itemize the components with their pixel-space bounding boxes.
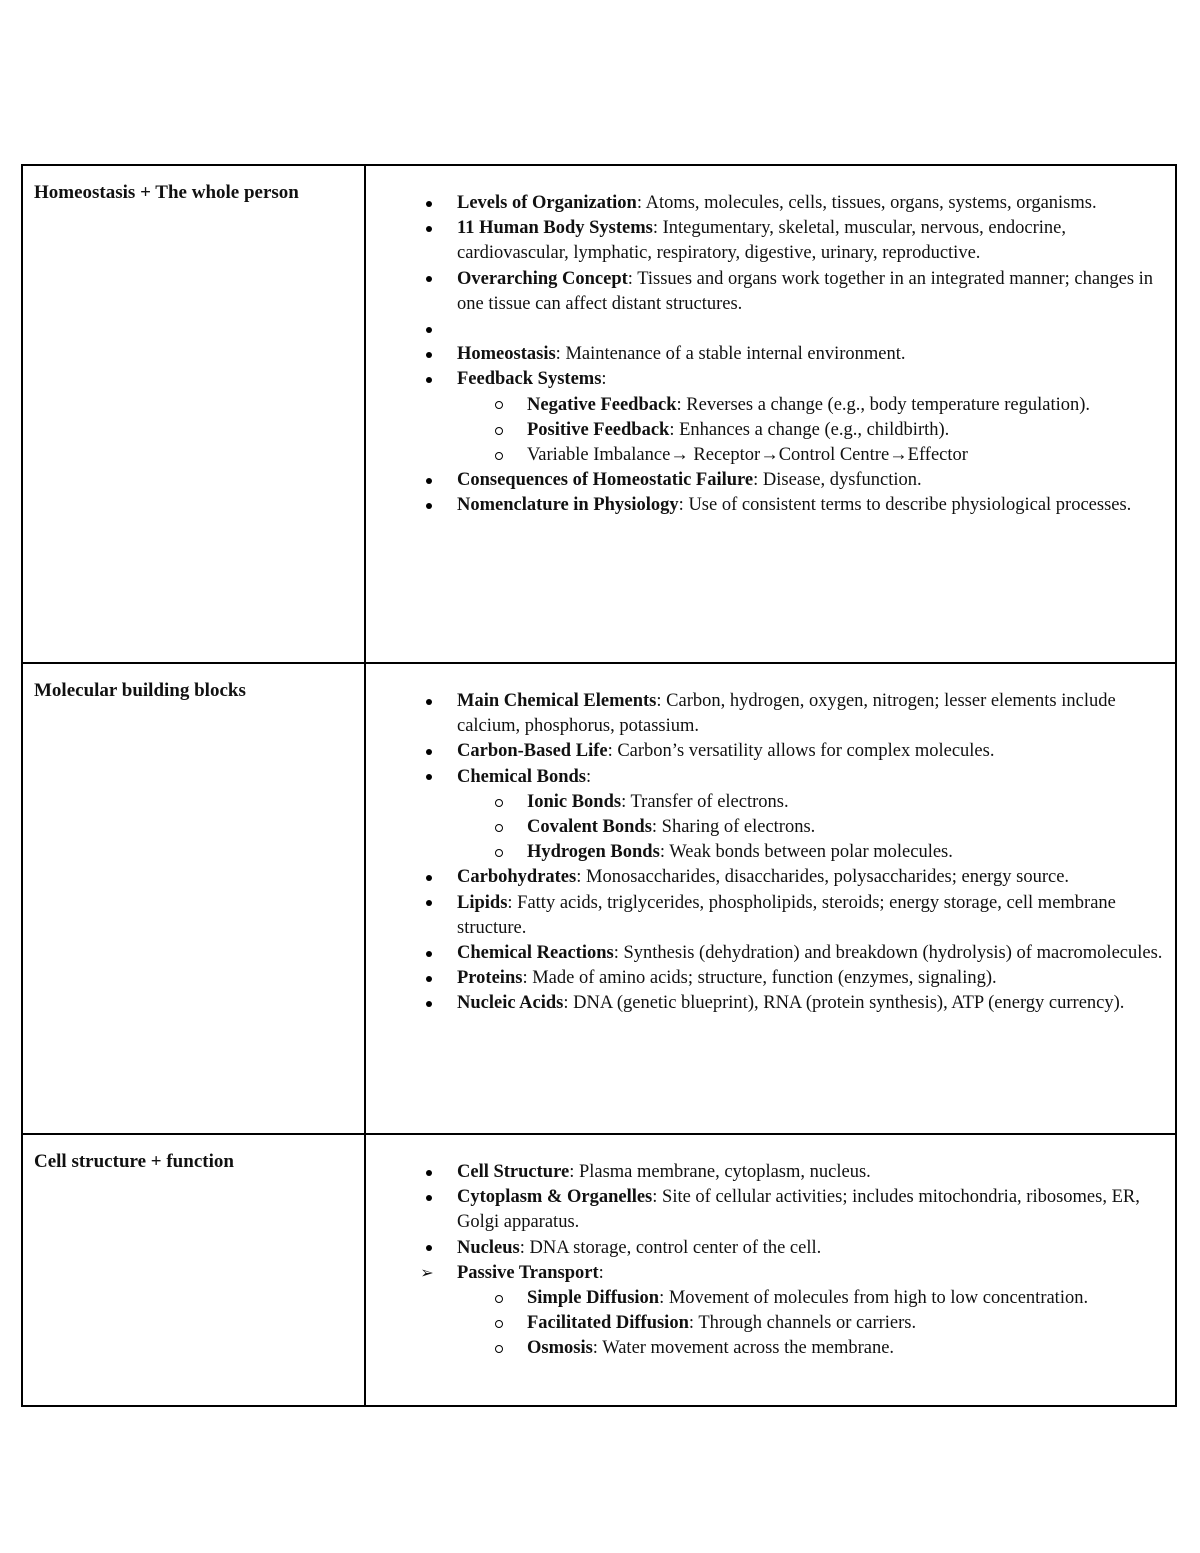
item-term: Chemical Bonds bbox=[457, 766, 587, 787]
item-text: Synthesis (dehydration) and breakdown (hydrolysis) of macromolecules. bbox=[623, 943, 1163, 964]
topic-heading: Homeostasis + The whole person bbox=[34, 182, 299, 203]
filled-bullet-icon bbox=[422, 891, 436, 916]
item-separator: : bbox=[601, 369, 607, 390]
list-item bbox=[377, 1261, 1163, 1286]
item-text: Disease, dysfunction. bbox=[762, 470, 922, 491]
item-term: Carbohydrates bbox=[457, 867, 577, 888]
filled-bullet-icon bbox=[422, 267, 436, 292]
hollow-bullet-icon bbox=[492, 443, 506, 468]
item-separator: : bbox=[607, 741, 618, 762]
item-text: Transfer of electrons. bbox=[630, 791, 789, 812]
filled-bullet-icon bbox=[422, 991, 436, 1016]
item-term: Ionic Bonds bbox=[527, 791, 622, 812]
item-term: Osmosis bbox=[527, 1338, 593, 1359]
item-term: Covalent Bonds bbox=[527, 817, 652, 838]
filled-bullet-icon bbox=[422, 1160, 436, 1185]
topic-heading: Molecular building blocks bbox=[34, 680, 246, 701]
notes-table bbox=[21, 164, 1177, 1407]
topic-cell bbox=[22, 165, 365, 663]
item-separator: : bbox=[636, 193, 646, 213]
list-item bbox=[377, 966, 1163, 991]
filled-bullet-icon bbox=[422, 1185, 436, 1210]
hollow-bullet-icon bbox=[492, 418, 506, 443]
item-separator: : bbox=[519, 1237, 530, 1258]
item-term: Simple Diffusion bbox=[527, 1288, 660, 1309]
filled-bullet-icon bbox=[422, 216, 436, 241]
hollow-bullet-icon bbox=[492, 1311, 506, 1336]
filled-bullet-icon bbox=[422, 739, 436, 764]
item-text: Enhances a change (e.g., childbirth). bbox=[679, 419, 950, 440]
list-item bbox=[377, 191, 1163, 216]
list-item bbox=[377, 1236, 1163, 1261]
item-separator: : bbox=[613, 943, 624, 964]
bullet-list bbox=[377, 1160, 1163, 1362]
item-text: Integumentary, skeletal, muscular, nervous, endocrine, cardiovascular, lymphatic, respiratory, digestive, urinary, reproductive. bbox=[457, 218, 1066, 264]
topic-cell bbox=[22, 663, 365, 1134]
item-separator: : bbox=[669, 419, 680, 440]
list-item bbox=[377, 1336, 1163, 1361]
list-item bbox=[377, 1286, 1163, 1311]
bullet-list bbox=[377, 191, 1163, 519]
item-text: Plasma membrane, cytoplasm, nucleus. bbox=[578, 1162, 871, 1182]
item-text: Monosaccharides, disaccharides, polysaccharides; energy source. bbox=[586, 867, 1070, 888]
item-term: Lipids bbox=[457, 892, 508, 913]
item-separator: : bbox=[627, 268, 638, 289]
table-row bbox=[22, 165, 1176, 663]
list-item bbox=[377, 468, 1163, 493]
item-text: Carbon, hydrogen, oxygen, nitrogen; lesser elements include calcium, phosphorus, potassium. bbox=[457, 691, 1116, 737]
item-term: Positive Feedback bbox=[527, 419, 670, 440]
hollow-bullet-icon bbox=[492, 840, 506, 865]
list-item bbox=[377, 342, 1163, 367]
item-text: Weak bonds between polar molecules. bbox=[669, 842, 953, 863]
hollow-bullet-icon bbox=[492, 1336, 506, 1361]
item-term: Overarching Concept bbox=[457, 268, 628, 289]
item-term: Passive Transport bbox=[457, 1262, 599, 1283]
list-item bbox=[377, 840, 1163, 865]
item-separator: : bbox=[507, 892, 518, 913]
item-text: Maintenance of a stable internal environment. bbox=[565, 344, 906, 365]
item-text: Atoms, molecules, cells, tissues, organs, systems, organisms. bbox=[645, 193, 1097, 213]
list-item bbox=[377, 790, 1163, 815]
list-item bbox=[377, 991, 1163, 1016]
item-term: Proteins bbox=[457, 968, 523, 989]
item-separator: : bbox=[659, 842, 670, 863]
item-separator: : bbox=[586, 766, 592, 787]
item-separator: : bbox=[678, 495, 689, 516]
item-separator: : bbox=[652, 218, 663, 239]
item-separator: : bbox=[656, 691, 667, 711]
item-text: Water movement across the membrane. bbox=[602, 1338, 895, 1359]
list-item bbox=[377, 739, 1163, 764]
notes-cell bbox=[365, 1134, 1176, 1406]
item-text: Variable Imbalance→ Receptor→Control Centre→Effector bbox=[527, 445, 968, 466]
item-text: Use of consistent terms to describe physiological processes. bbox=[688, 495, 1132, 516]
item-separator: : bbox=[651, 817, 662, 838]
item-text: Reverses a change (e.g., body temperature regulation). bbox=[686, 394, 1091, 415]
item-text: DNA storage, control center of the cell. bbox=[529, 1237, 822, 1258]
filled-bullet-icon bbox=[422, 493, 436, 518]
item-separator: : bbox=[569, 1162, 579, 1182]
item-term: Nucleus bbox=[457, 1237, 520, 1258]
list-item bbox=[377, 1185, 1163, 1235]
hollow-bullet-icon bbox=[492, 815, 506, 840]
item-term: Facilitated Diffusion bbox=[527, 1313, 689, 1334]
item-separator: : bbox=[598, 1262, 604, 1283]
list-item bbox=[377, 267, 1163, 317]
table-row bbox=[22, 1134, 1176, 1406]
item-separator: : bbox=[688, 1313, 699, 1334]
list-item bbox=[377, 865, 1163, 890]
item-separator: : bbox=[576, 867, 586, 888]
item-separator: : bbox=[555, 344, 566, 365]
item-text: Through channels or carriers. bbox=[698, 1313, 917, 1334]
item-term: Cell Structure bbox=[457, 1162, 570, 1182]
item-separator: : bbox=[621, 791, 631, 812]
list-item bbox=[377, 367, 1163, 392]
bullet-list bbox=[377, 689, 1163, 1017]
item-term: Main Chemical Elements bbox=[457, 691, 657, 711]
item-term: Cytoplasm & Organelles bbox=[457, 1187, 653, 1208]
item-separator: : bbox=[652, 1187, 663, 1208]
list-item bbox=[377, 418, 1163, 443]
list-item bbox=[377, 941, 1163, 966]
hollow-bullet-icon bbox=[492, 393, 506, 418]
item-separator: : bbox=[592, 1338, 603, 1359]
filled-bullet-icon bbox=[422, 191, 436, 216]
filled-bullet-icon bbox=[422, 1236, 436, 1261]
list-item bbox=[377, 443, 1163, 468]
item-term: Consequences of Homeostatic Failure bbox=[457, 470, 754, 491]
table-row bbox=[22, 663, 1176, 1134]
item-text: Movement of molecules from high to low concentration. bbox=[668, 1288, 1089, 1309]
filled-bullet-icon bbox=[422, 865, 436, 890]
filled-bullet-icon bbox=[422, 342, 436, 367]
item-term: 11 Human Body Systems bbox=[457, 218, 653, 239]
item-term: Carbon-Based Life bbox=[457, 741, 608, 762]
item-term: Hydrogen Bonds bbox=[527, 842, 660, 863]
item-term: Homeostasis bbox=[457, 344, 556, 365]
list-item bbox=[377, 1160, 1163, 1185]
filled-bullet-icon bbox=[422, 966, 436, 991]
filled-bullet-icon bbox=[422, 765, 436, 790]
item-text: Fatty acids, triglycerides, phospholipids, steroids; energy storage, cell membrane structure. bbox=[457, 892, 1116, 938]
notes-cell bbox=[365, 663, 1176, 1134]
item-text: Sharing of electrons. bbox=[661, 817, 816, 838]
item-separator: : bbox=[563, 993, 574, 1014]
item-text: Site of cellular activities; includes mitochondria, ribosomes, ER, Golgi apparatus. bbox=[457, 1187, 1140, 1233]
filled-bullet-icon bbox=[422, 941, 436, 966]
notes-cell bbox=[365, 165, 1176, 663]
item-term: Levels of Organization bbox=[457, 193, 637, 213]
item-term: Nucleic Acids bbox=[457, 993, 564, 1014]
filled-bullet-icon bbox=[422, 317, 436, 342]
item-separator: : bbox=[522, 968, 533, 989]
filled-bullet-icon bbox=[422, 689, 436, 714]
item-text: Carbon’s versatility allows for complex molecules. bbox=[617, 741, 995, 762]
item-separator: : bbox=[659, 1288, 669, 1309]
item-text: Tissues and organs work together in an integrated manner; changes in one tissue can affect distant structures. bbox=[457, 268, 1154, 314]
list-item bbox=[377, 891, 1163, 941]
list-item bbox=[377, 216, 1163, 266]
filled-bullet-icon bbox=[422, 468, 436, 493]
list-item bbox=[377, 815, 1163, 840]
list-item bbox=[377, 493, 1163, 518]
item-term: Chemical Reactions bbox=[457, 943, 614, 964]
hollow-bullet-icon bbox=[492, 790, 506, 815]
list-item bbox=[377, 1311, 1163, 1336]
list-item bbox=[377, 765, 1163, 790]
topic-cell bbox=[22, 1134, 365, 1406]
item-term: Nomenclature in Physiology bbox=[457, 495, 679, 516]
item-text: DNA (genetic blueprint), RNA (protein synthesis), ATP (energy currency). bbox=[573, 993, 1125, 1014]
item-separator: : bbox=[676, 394, 687, 415]
list-item bbox=[377, 689, 1163, 739]
list-item bbox=[377, 317, 1163, 342]
item-term: Negative Feedback bbox=[527, 394, 677, 415]
item-text: Made of amino acids; structure, function (enzymes, signaling). bbox=[532, 968, 997, 989]
notes-table-body bbox=[22, 165, 1176, 1406]
filled-bullet-icon bbox=[422, 367, 436, 392]
topic-heading: Cell structure + function bbox=[34, 1151, 234, 1172]
item-separator: : bbox=[753, 470, 763, 491]
hollow-bullet-icon bbox=[492, 1286, 506, 1311]
item-term: Feedback Systems bbox=[457, 369, 602, 390]
list-item bbox=[377, 393, 1163, 418]
arrowhead-bullet-icon: ➢ bbox=[420, 1264, 434, 1282]
